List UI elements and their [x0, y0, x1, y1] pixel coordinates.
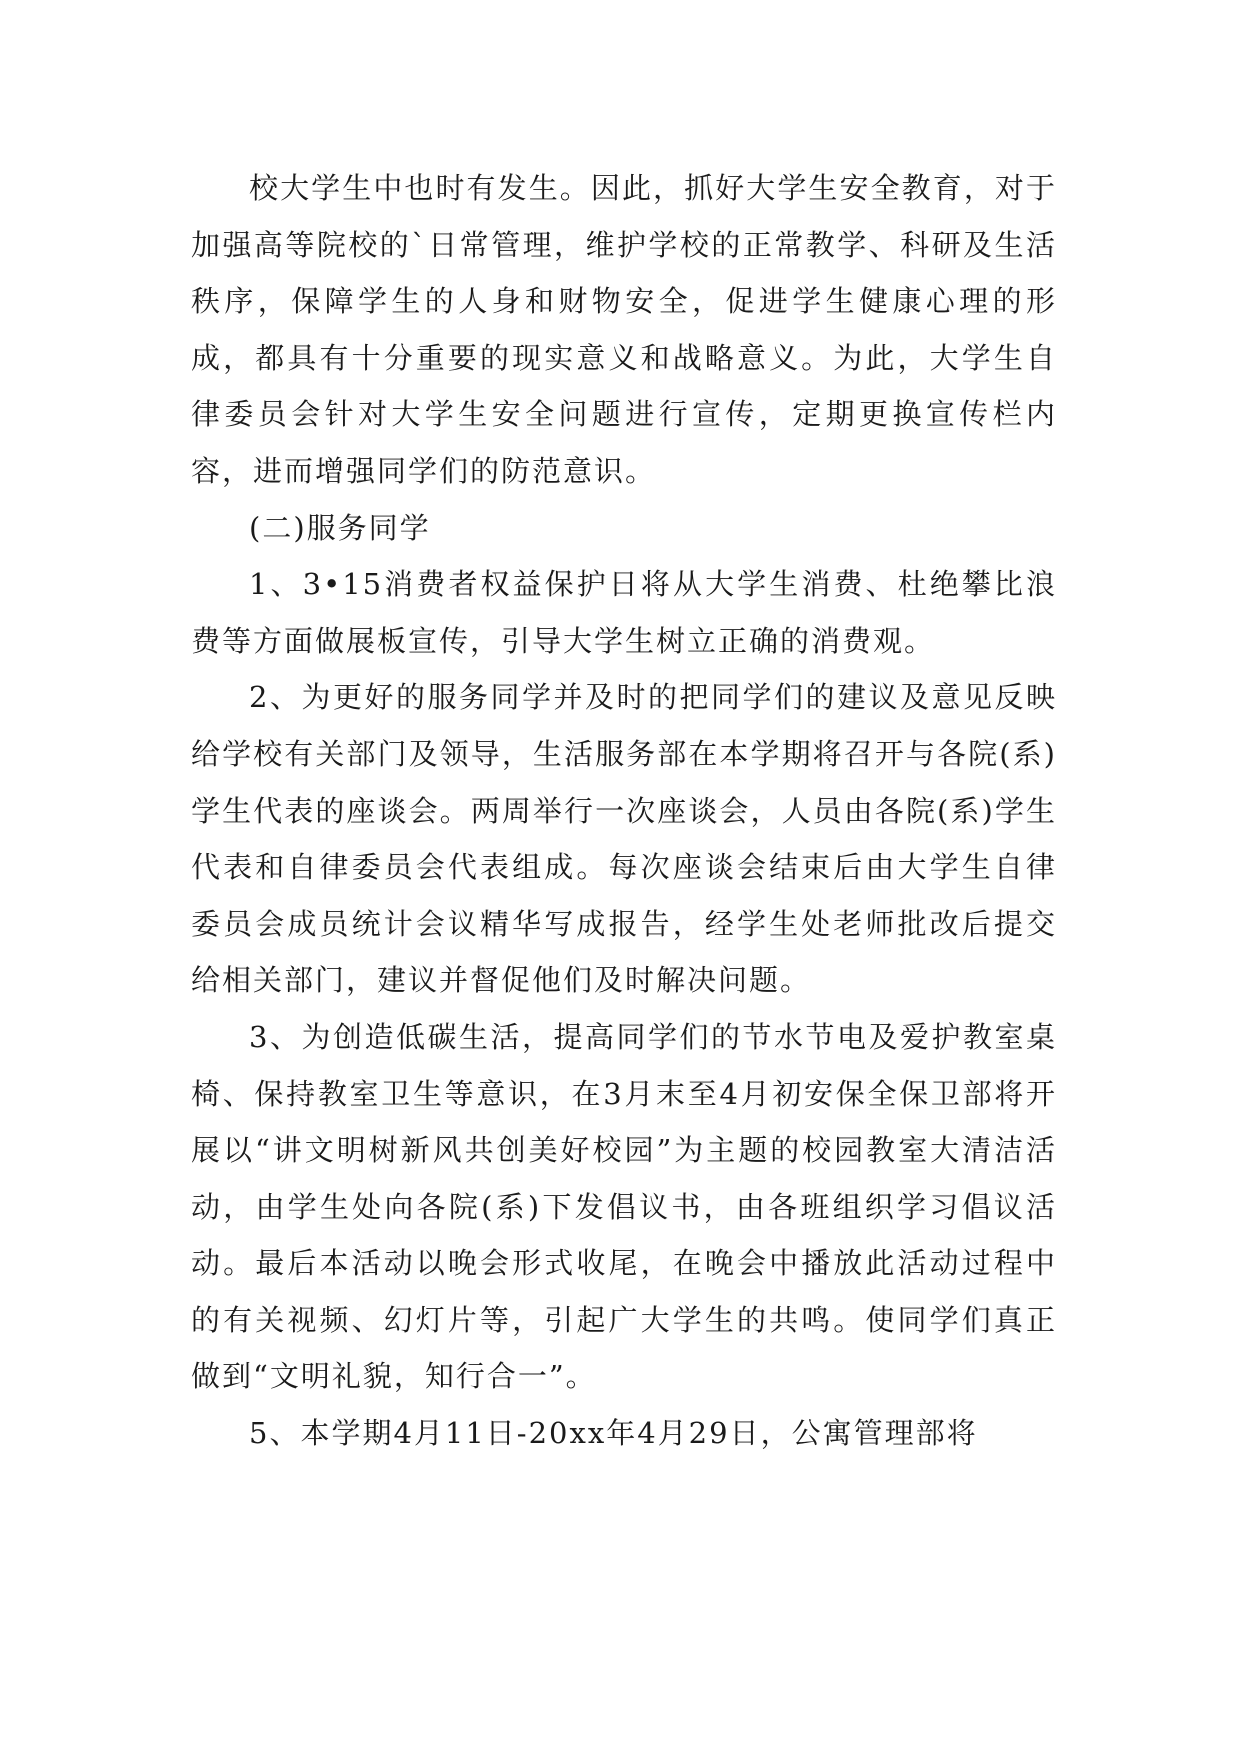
paragraph-item-5: 5、本学期4月11日-20xx年4月29日，公寓管理部将: [249, 1416, 978, 1451]
section-heading-serve-students: (二)服务同学: [249, 510, 431, 545]
paragraph-safety-education: 校大学生中也时有发生。因此，抓好大学生安全教育，对于加强高等院校的`日常管理，维护学校的正常教学、科研及生活秩序，保障学生的人身和财物安全，促进学生健康心理的形成，都具有十分重要的现实意义和战略意义。为此，大学生自律委员会针对大学生安全问题进行宣传，定期更换宣传栏内容，进而增强同学们的防范意识。: [191, 171, 1057, 488]
paragraph-item-2: 2、为更好的服务同学并及时的把同学们的建议及意见反映给学校有关部门及领导，生活服务部在本学期将召开与各院(系)学生代表的座谈会。两周举行一次座谈会，人员由各院(系)学生代表和自律委员会代表组成。每次座谈会结束后由大学生自律委员会成员统计会议精华写成报告，经学生处老师批改后提交给相关部门，建议并督促他们及时解决问题。: [191, 680, 1057, 998]
paragraph-item-1: 1、3•15消费者权益保护日将从大学生消费、杜绝攀比浪费等方面做展板宣传，引导大学生树立正确的消费观。: [191, 567, 1057, 658]
paragraph-item-3: 3、为创造低碳生活，提高同学们的节水节电及爱护教室桌椅、保持教室卫生等意识，在3月末至4月初安保全保卫部将开展以“讲文明树新风共创美好校园”为主题的校园教室大清洁活动，由学生处向各院(系)下发倡议书，由各班组织学习倡议活动。最后本活动以晚会形式收尾，在晚会中播放此活动过程中的有关视频、幻灯片等，引起广大学生的共鸣。使同学们真正做到“文明礼貌，知行合一”。: [191, 1019, 1057, 1394]
document-body: [191, 160, 1057, 1462]
